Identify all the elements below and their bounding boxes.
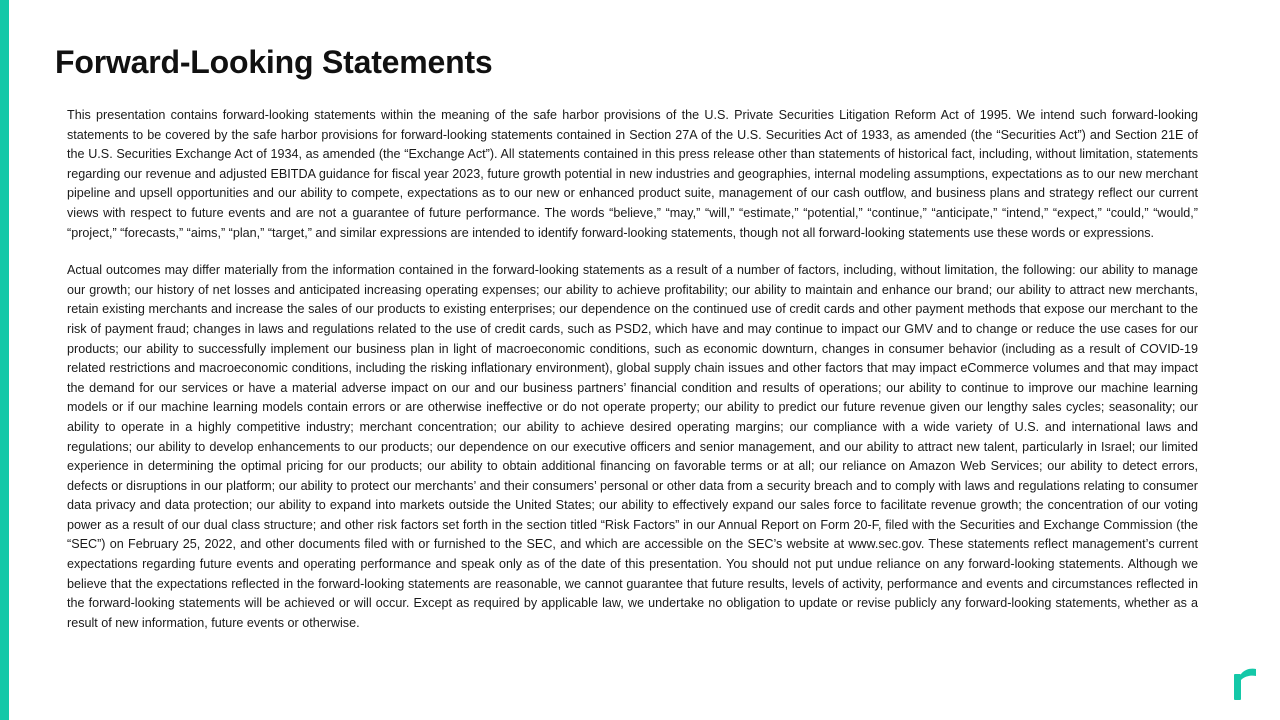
paragraph-risk-factors: Actual outcomes may differ materially from the information contained in the forward-looking statements as a result of a number of factors, including, without limitation, the following: our ability to manage our growth; our history of net losses and anticipated increasing operating expenses; our ability to achieve profitability; our ability to maintain and enhance our brand; our ability to attract new merchants, retain existing merchants and increase the sales of our products to existing enterprises; our dependence on the continued use of credit cards and other payment methods that expose our merchant to the risk of payment fraud; changes in laws and regulations related to the use of credit cards, such as PSD2, which have and may continue to impact our GMV and to change or reduce the use cases for our products; our ability to successfully implement our business plan in light of macroeconomic conditions, such as economic downturn, changes in consumer behavior (including as a result of COVID-19 related restrictions and macroeconomic conditions, including the risking inflationary environment), global supply chain issues and other factors that may impact eCommerce volumes and that may impact the demand for our services or have a material adverse impact on our and our business partners’ financial condition and results of operations; our ability to continue to improve our machine learning models or if our machine learning models contain errors or are otherwise ineffective or do not operate property; our ability to predict our future revenue given our lengthy sales cycles; seasonality; our ability to operate in a highly competitive industry; merchant concentration; our ability to achieve desired operating margins; our compliance with a wide variety of U.S. and international laws and regulations; our ability to develop enhancements to our products; our dependence on our executive officers and senior management, and our ability to attract new talent, particularly in Israel; our limited experience in determining the optimal pricing for our products; our ability to obtain additional financing on favorable terms or at all; our reliance on Amazon Web Services; our ability to detect errors, defects or disruptions in our platform; our ability to protect our merchants’ and their consumers’ personal or other data from a security breach and to comply with laws and regulations relating to consumer data privacy and data protection; our ability to expand into markets outside the United States; our ability to effectively expand our sales force to facilitate revenue growth; the concentration of our voting power as a result of our dual class structure; and other risk factors set forth in the section titled “Risk Factors” in our Annual Report on Form 20-F, filed with the Securities and Exchange Commission (the “SEC”) on February 25, 2022, and other documents filed with or furnished to the SEC, and which are accessible on the SEC’s website at www.sec.gov. These statements reflect management’s current expectations regarding future events and operating performance and speak only as of the date of this presentation. You should not put undue reliance on any forward-looking statements. Although we believe that the expectations reflected in the forward-looking statements are reasonable, we cannot guarantee that future results, levels of activity, performance and events and circumstances reflected in the forward-looking statements will be achieved or will occur. Except as required by applicable law, we undertake no obligation to update or revise publicly any forward-looking statements, whether as a result of new information, future events or otherwise. [67,263,1198,630]
disclaimer-body [67,106,1198,633]
page-title: Forward-Looking Statements [55,44,493,80]
riskified-r-logo-icon [1232,668,1258,700]
paragraph-safe-harbor: This presentation contains forward-looking statements within the meaning of the safe harbor provisions of the U.S. Private Securities Litigation Reform Act of 1995. We intend such forward-looking statements to be covered by the safe harbor provisions for forward-looking statements contained in Section 27A of the U.S. Securities Act of 1933, as amended (the “Securities Act”) and Section 21E of the U.S. Securities Exchange Act of 1934, as amended (the “Exchange Act”). All statements contained in this press release other than statements of historical fact, including, without limitation, statements regarding our revenue and adjusted EBITDA guidance for fiscal year 2023, future growth potential in new industries and geographies, internal modeling assumptions, expectations as to our new merchant pipeline and upsell opportunities and our ability to compete, expectations as to our new or enhanced product suite, management of our cash outflow, and business plans and strategy reflect our current views with respect to future events and are not a guarantee of future performance. The words “believe,” “may,” “will,” “estimate,” “potential,” “continue,” “anticipate,” “intend,” “expect,” “could,” “would,” “project,” “forecasts,” “aims,” “plan,” “target,” and similar expressions are intended to identify forward-looking statements, though not all forward-looking statements use these words or expressions. [67,108,1198,240]
accent-bar [0,0,9,720]
